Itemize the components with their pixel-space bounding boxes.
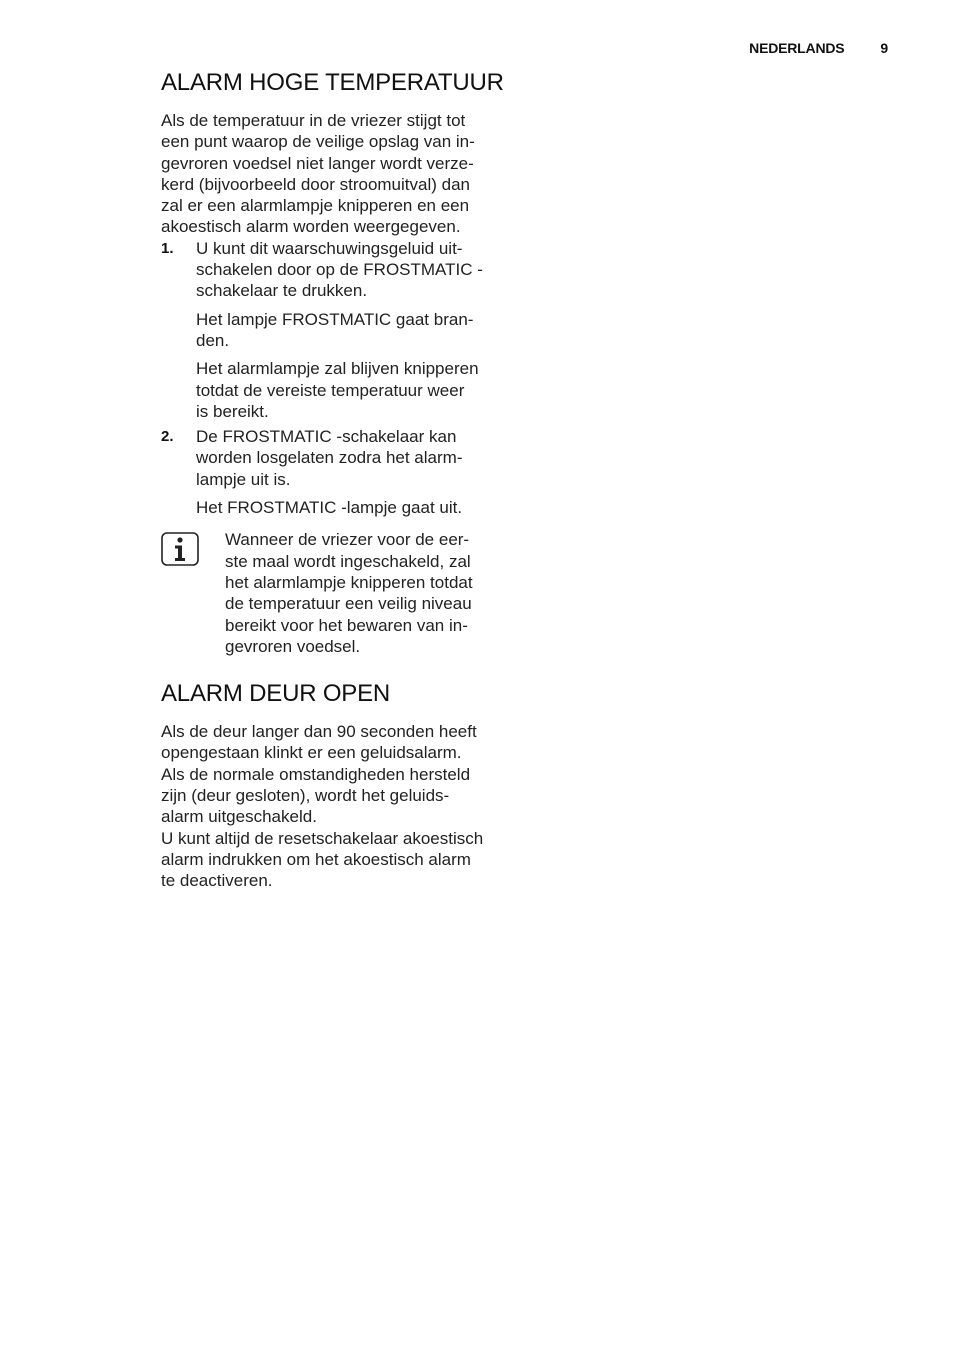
running-header xyxy=(749,40,888,56)
section-title-high-temperature: ALARM HOGE TEMPERATUUR xyxy=(161,69,504,96)
info-note xyxy=(161,529,517,657)
page-number: 9 xyxy=(880,40,888,56)
step-note: Het lampje FROSTMATIC gaat bran- den. xyxy=(196,309,474,350)
step-number: 1. xyxy=(161,239,174,257)
step-item xyxy=(161,426,517,518)
door-open-body: Als de deur langer dan 90 seconden heeft opengestaan klinkt er een geluidsalarm. Als de normale omstandigheden hersteld zijn (deur gesloten), wordt het geluids- alarm uitgeschakeld. U kunt altijd de resetschakelaar akoestisch alarm indrukken om het akoestisch alarm te deactiveren. xyxy=(161,722,484,891)
content-column xyxy=(161,68,517,892)
step-text: U kunt dit waarschuwingsgeluid uit- schakelen door op de FROSTMATIC - schakelaar te drukken. xyxy=(196,238,483,301)
section-title-door-open: ALARM DEUR OPEN xyxy=(161,680,391,708)
info-note-text: Wanneer de vriezer voor de eer- ste maal wordt ingeschakeld, zal het alarmlampje knipperen totdat de temperatuur een veilig niveau bereikt voor het bewaren van in- gevroren voedsel. xyxy=(225,530,473,656)
step-list xyxy=(161,238,517,519)
header-language: NEDERLANDS xyxy=(749,40,845,56)
step-text: De FROSTMATIC -schakelaar kan worden losgelaten zodra het alarm- lampje uit is. xyxy=(196,427,463,489)
info-icon xyxy=(161,532,199,566)
step-note: Het FROSTMATIC -lampje gaat uit. xyxy=(196,498,463,518)
step-note: Het alarmlampje zal blijven knipperen totdat de vereiste temperatuur weer is bereikt. xyxy=(196,359,479,421)
step-number: 2. xyxy=(161,428,174,446)
step-item xyxy=(161,238,517,422)
high-temperature-intro: Als de temperatuur in de vriezer stijgt tot een punt waarop de veilige opslag van in- gevroren voedsel niet langer wordt verze- kerd (bijvoorbeeld door stroomuitval) dan zal er een alarmlampje knipperen en een akoestisch alarm worden weergegeven. xyxy=(161,111,475,237)
